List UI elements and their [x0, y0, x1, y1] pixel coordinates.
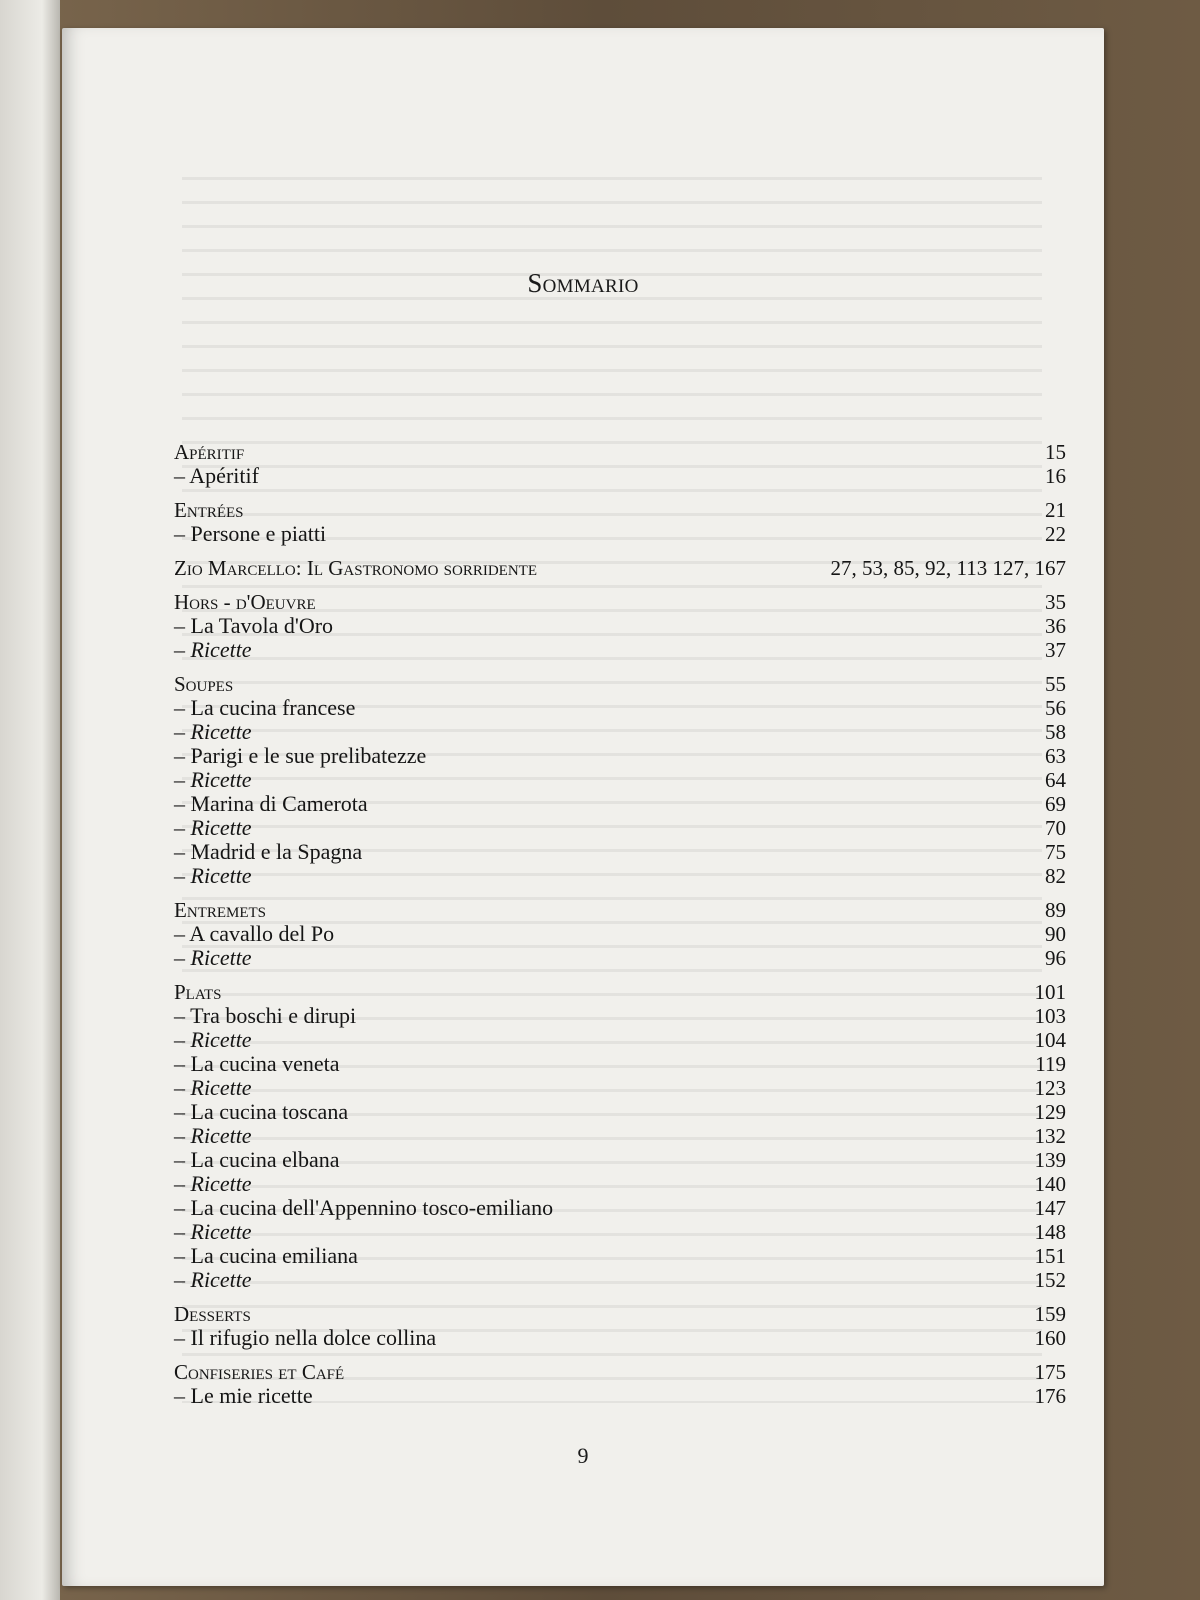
toc-entry-label: – Ricette [174, 863, 252, 888]
toc-entry-ricette [174, 720, 1066, 744]
toc-entry-label: Apéritif [174, 440, 245, 464]
toc-entry-label: – La Tavola d'Oro [174, 613, 334, 638]
toc-entry-header [174, 672, 1066, 696]
toc-entry-pages: 148 [1034, 1220, 1066, 1244]
toc-entry-pages: 160 [1034, 1326, 1066, 1350]
toc-entry-label: – Ricette [174, 1267, 252, 1292]
toc-entry-label: – Ricette [174, 1027, 252, 1052]
toc-entry-item [174, 614, 1066, 638]
toc-entry-label: – La cucina dell'Appennino tosco-emiliano [174, 1195, 554, 1220]
toc-entry-item [174, 1052, 1066, 1076]
toc-entry-pages: 96 [1045, 946, 1066, 970]
toc-entry-header [174, 1302, 1066, 1326]
toc-entry-header [174, 590, 1066, 614]
toc-entry-pages: 16 [1045, 464, 1066, 488]
toc-entry-pages: 123 [1034, 1076, 1066, 1100]
toc-entry-ricette [174, 1268, 1066, 1292]
toc-entry-label: – Ricette [174, 815, 252, 840]
toc-entry-pages: 132 [1034, 1124, 1066, 1148]
toc-entry-item [174, 1148, 1066, 1172]
toc-entry-item [174, 464, 1066, 488]
toc-entry-label: – Marina di Camerota [174, 791, 368, 816]
toc-entry-label: – Le mie ricette [174, 1383, 313, 1408]
toc-entry-ricette [174, 1124, 1066, 1148]
toc-entry-pages: 89 [1045, 898, 1066, 922]
toc-entry-pages: 36 [1045, 614, 1066, 638]
toc-entry-item [174, 1004, 1066, 1028]
toc-entry-item [174, 1326, 1066, 1350]
toc-entry-pages: 103 [1034, 1004, 1066, 1028]
toc-entry-label: – Persone e piatti [174, 521, 327, 546]
toc-entry-label: Zio Marcello: Il Gastronomo sorridente [174, 556, 537, 580]
toc-entry-item [174, 792, 1066, 816]
toc-entry-label: Confiseries et Café [174, 1360, 345, 1384]
toc-entry-ricette [174, 1076, 1066, 1100]
toc-entry-label: Hors - d'Oeuvre [174, 590, 316, 614]
toc-entry-pages: 101 [1034, 980, 1066, 1004]
toc-entry-pages: 140 [1034, 1172, 1066, 1196]
toc-entry-header [174, 498, 1066, 522]
toc-entry-label: Entrées [174, 498, 244, 522]
toc-entry-item [174, 840, 1066, 864]
toc-entry-pages: 56 [1045, 696, 1066, 720]
toc-entry-pages: 75 [1045, 840, 1066, 864]
toc-entry-item [174, 1100, 1066, 1124]
toc-entry-pages: 58 [1045, 720, 1066, 744]
toc-entry-ricette [174, 768, 1066, 792]
toc-entry-label: – La cucina toscana [174, 1099, 349, 1124]
toc-entry-ricette [174, 638, 1066, 662]
toc-entry-label: – La cucina emiliana [174, 1243, 358, 1268]
toc-entry-pages: 64 [1045, 768, 1066, 792]
toc-entry-label: – Parigi e le sue prelibatezze [174, 743, 427, 768]
toc-entry-label: – Ricette [174, 945, 252, 970]
toc-entry-ricette [174, 1028, 1066, 1052]
toc-entry-header [174, 556, 1066, 580]
toc-entry-header [174, 980, 1066, 1004]
toc-entry-pages: 139 [1034, 1148, 1066, 1172]
page-number: 9 [577, 1443, 589, 1468]
toc-entry-pages: 152 [1034, 1268, 1066, 1292]
toc-entry-pages: 55 [1045, 672, 1066, 696]
toc-entry-pages: 104 [1034, 1028, 1066, 1052]
toc-entry-label: – Apéritif [174, 463, 259, 488]
toc-entry-label: – Ricette [174, 719, 252, 744]
page-title: Sommario [527, 268, 639, 298]
toc-entry-pages: 175 [1034, 1360, 1066, 1384]
toc-entry-pages: 176 [1034, 1384, 1066, 1408]
toc-entry-item [174, 1384, 1066, 1408]
toc-entry-header [174, 1360, 1066, 1384]
toc-entry-pages: 27, 53, 85, 92, 113 127, 167 [830, 556, 1066, 580]
toc-entry-label: – Ricette [174, 1219, 252, 1244]
toc-entry-pages: 90 [1045, 922, 1066, 946]
toc-entry-ricette [174, 816, 1066, 840]
toc-entry-pages: 15 [1045, 440, 1066, 464]
toc-entry-pages: 151 [1034, 1244, 1066, 1268]
book-page [62, 28, 1104, 1586]
toc-entry-pages: 22 [1045, 522, 1066, 546]
toc-entry-header [174, 898, 1066, 922]
toc-entry-pages: 82 [1045, 864, 1066, 888]
toc-entry-label: – Ricette [174, 767, 252, 792]
toc-entry-item [174, 1196, 1066, 1220]
table-of-contents [174, 440, 1066, 1408]
toc-entry-item [174, 522, 1066, 546]
toc-entry-label: – Ricette [174, 1075, 252, 1100]
toc-entry-pages: 159 [1034, 1302, 1066, 1326]
toc-entry-label: Soupes [174, 672, 234, 696]
toc-entry-pages: 70 [1045, 816, 1066, 840]
toc-entry-label: – Ricette [174, 637, 252, 662]
toc-entry-item [174, 1244, 1066, 1268]
toc-entry-pages: 21 [1045, 498, 1066, 522]
toc-entry-ricette [174, 1220, 1066, 1244]
toc-entry-label: – Madrid e la Spagna [174, 839, 363, 864]
toc-entry-item [174, 922, 1066, 946]
toc-entry-label: Desserts [174, 1302, 251, 1326]
toc-entry-pages: 35 [1045, 590, 1066, 614]
toc-entry-label: – Tra boschi e dirupi [174, 1003, 357, 1028]
toc-entry-header [174, 440, 1066, 464]
toc-entry-item [174, 744, 1066, 768]
toc-entry-pages: 129 [1034, 1100, 1066, 1124]
toc-entry-ricette [174, 864, 1066, 888]
toc-entry-ricette [174, 1172, 1066, 1196]
toc-entry-label: – Ricette [174, 1171, 252, 1196]
toc-entry-pages: 69 [1045, 792, 1066, 816]
toc-entry-label: – Il rifugio nella dolce collina [174, 1325, 437, 1350]
toc-entry-label: – La cucina veneta [174, 1051, 340, 1076]
toc-entry-label: – A cavallo del Po [174, 921, 335, 946]
toc-entry-pages: 119 [1035, 1052, 1066, 1076]
toc-entry-pages: 37 [1045, 638, 1066, 662]
toc-entry-label: – Ricette [174, 1123, 252, 1148]
toc-entry-pages: 147 [1034, 1196, 1066, 1220]
toc-entry-label: Entremets [174, 898, 266, 922]
toc-entry-label: Plats [174, 980, 222, 1004]
toc-entry-item [174, 696, 1066, 720]
toc-entry-label: – La cucina francese [174, 695, 356, 720]
toc-entry-ricette [174, 946, 1066, 970]
left-page-edge [0, 0, 60, 1600]
toc-entry-label: – La cucina elbana [174, 1147, 340, 1172]
toc-entry-pages: 63 [1045, 744, 1066, 768]
